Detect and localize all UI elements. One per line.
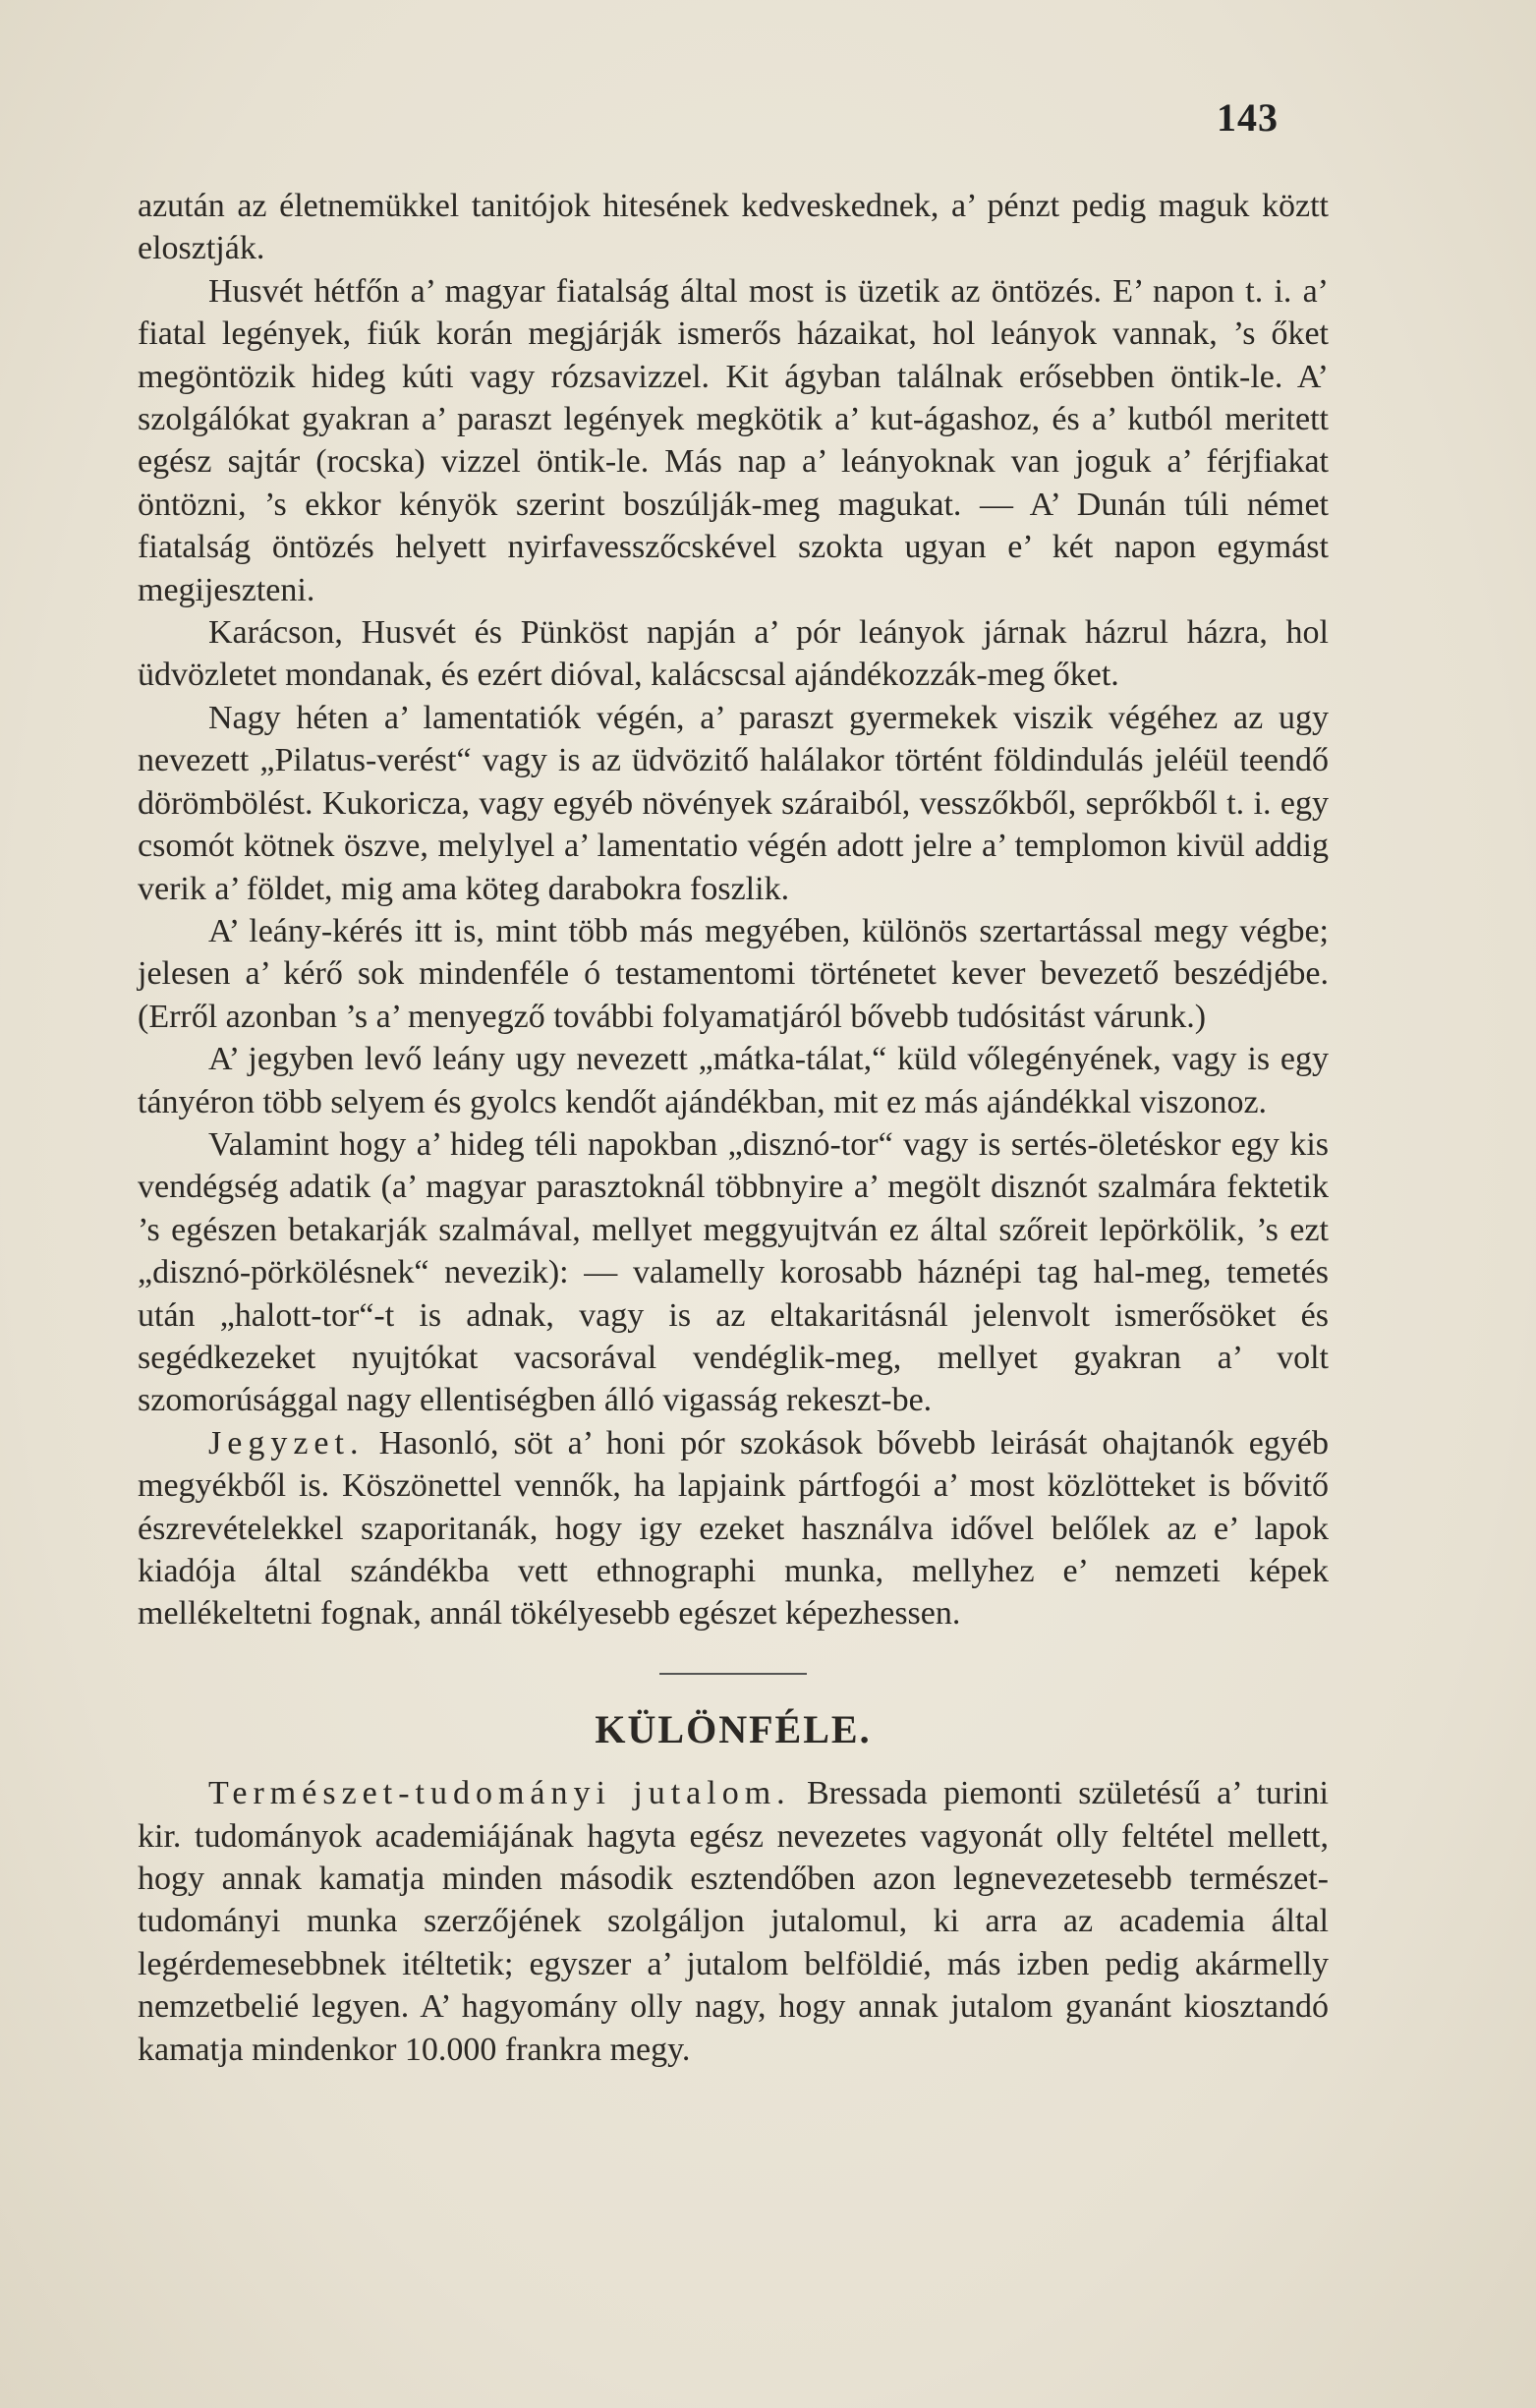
- page-number: 143: [1217, 95, 1279, 140]
- paragraph-6: A’ jegyben levő leány ugy nevezett „mátka-tálat,“ küld vőlegényének, vagy is egy tányéron több selyem és gyolcs kendőt ajándékban, mit ez más ajándékkal viszonoz.: [138, 1041, 1329, 1120]
- section-paragraph: [138, 1772, 1329, 2071]
- paragraph-1: azután az életnemükkel tanitójok hitesének kedveskednek, a’ pénzt pedig maguk köztt elosztják.: [138, 188, 1329, 267]
- note-label: Jegyzet.: [208, 1424, 365, 1462]
- section-divider: [659, 1673, 807, 1675]
- article-body: [138, 185, 1329, 2071]
- paragraph-3: Karácson, Husvét és Pünköst napján a’ pór leányok járnak házrul házra, hol üdvözletet mondanak, és ezért dióval, kalácscsal ajándékozzák-meg őket.: [138, 614, 1329, 694]
- note-text: Hasonló, söt a’ honi pór szokások bővebb leirását ohajtanók egyéb megyékből is. Köszönettel vennők, ha lapjaink pártfogói a’ most közlötteket is bővitő észrevételekkel szaporitanák, hogy igy ezeket használva idővel belőlek az e’ lapok kiadója által szándékba vett ethnographi munka, mellyhez e’ nemzeti képek mellékeltetni fognak, annál tökélyesebb egészet képezhessen.: [138, 1424, 1329, 1633]
- section-title: KÜLÖNFÉLE.: [595, 1706, 872, 1751]
- paragraph-7: Valamint hogy a’ hideg téli napokban „disznó-tor“ vagy is sertés-öletéskor egy kis vendégség adatik (a’ magyar parasztoknál többnyire a’ megölt disznót szalmára fektetik ’s egészen betakarják szalmával, mellyet meggyujtván ez által szőreit lepörkölik, ’s ezt „disznó-pörkölésnek“ nevezik): — valamelly korosabb háznépi tag hal-meg, temetés után „halott-tor“-t is adnak, vagy is az eltakaritásnál jelenvolt ismerősöket és segédkezeket nyujtókat vacsorával vendéglik-meg, mellyet gyakran a’ volt szomorúsággal nagy ellentiségben álló vigasság rekeszt-be.: [138, 1125, 1329, 1419]
- paragraph-4: Nagy héten a’ lamentatiók végén, a’ paraszt gyermekek viszik végéhez az ugy nevezett „Pilatus-verést“ vagy is az üdvözitő halálakor történt földindulás jeléül teendő dörömbölést. Kukoricza, vagy egyéb növények száraiból, vesszőkből, seprőkből t. i. egy csomót kötnek öszve, melylyel a’ lamentatio végén adott jelre a’ templomon kivül addig verik a’ földet, mig ama köteg darabokra foszlik.: [138, 699, 1329, 907]
- section-label: Természet-tudományi jutalom.: [208, 1775, 791, 1812]
- note-paragraph: [138, 1422, 1329, 1635]
- paragraph-2: Husvét hétfőn a’ magyar fiatalság által most is üzetik az öntözés. E’ napon t. i. a’ fiatal legények, fiúk korán megjárják ismerős házaikat, hol leányok vannak, ’s őket megöntözik hideg kúti vagy rózsavizzel. Kit ágyban találnak erősebben öntik-le. A’ szolgálókat gyakran a’ paraszt legények megkötik a’ kut-ágashoz, és a’ kutból meritett egész sajtár (rocska) vizzel öntik-le. Más nap a’ leányoknak van joguk a’ férjfiakat öntözni, ’s ekkor kényök szerint boszúlják-meg magukat. — A’ Dunán túli német fiatalság öntözés helyett nyirfavesszőcskével szokta ugyan e’ két napon egymást megijeszteni.: [138, 272, 1329, 608]
- paragraph-5: A’ leány-kérés itt is, mint több más megyében, különös szertartással megy végbe; jelesen a’ kérő sok mindenféle ó testamentomi történetet kever bevezető beszédjébe. (Erről azonban ’s a’ menyegző további folyamatjáról bővebb tudósitást várunk.): [138, 912, 1329, 1035]
- section-text: Bressada piemonti születésű a’ turini kir. tudományok academiájának hagyta egész nevezetes vagyonát olly feltétel mellett, hogy annak kamatja minden második esztendőben azon legnevezetesebb természet-tudományi munka szerzőjének szolgáljon jutalomul, ki arra az academia által legérdemesebbnek itéltetik; egyszer a’ jutalom belföldié, más izben pedig akármelly nemzetbelié legyen. A’ hagyomány olly nagy, hogy annak jutalom gyanánt kiosztandó kamatja mindenkor 10.000 frankra megy.: [138, 1775, 1329, 2068]
